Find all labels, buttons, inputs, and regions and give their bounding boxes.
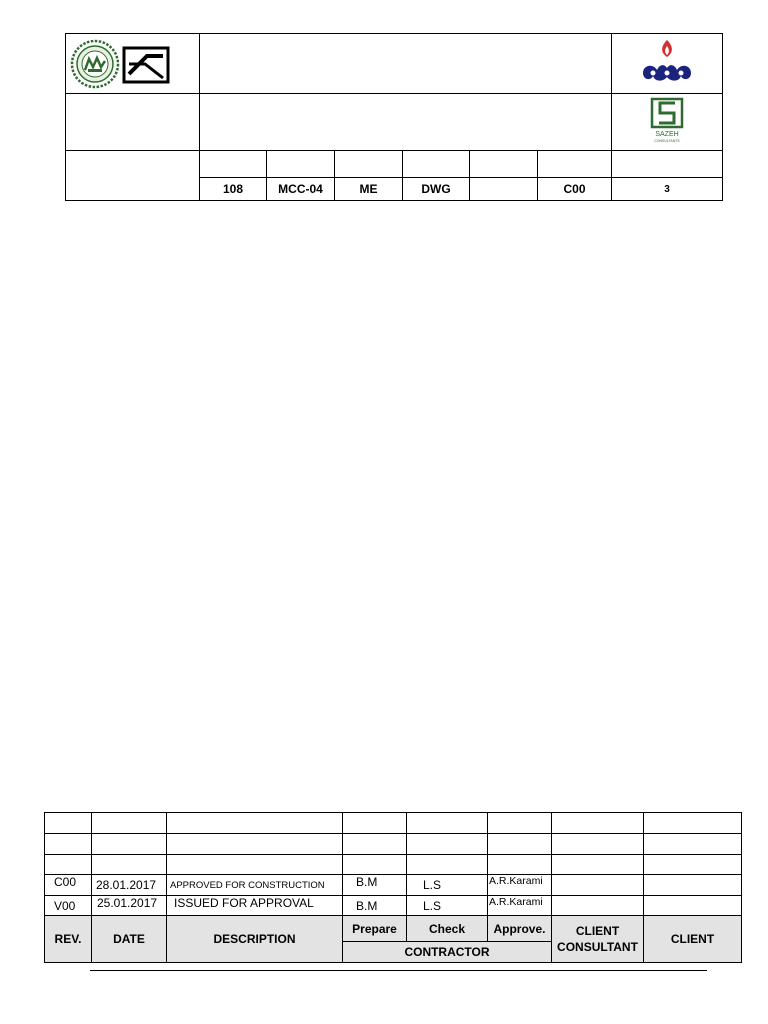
date-cell [92,813,167,834]
doc-number-project-code: 108 [200,178,267,201]
client-consultant-header: CLIENT CONSULTANT [552,916,644,963]
bottom-rule [90,970,707,971]
client-cell [644,813,742,834]
contractor-header: CONTRACTOR [343,942,552,963]
description-cell: APPROVED FOR CONSTRUCTION [167,875,343,896]
prepare-header: Prepare [343,916,407,942]
doc-number-discipline: ME [335,178,403,201]
client-consultant-cell [552,834,644,855]
page-header-cell [612,151,723,178]
client-header: CLIENT [644,916,742,963]
doc-number-area: MCC-04 [267,178,335,201]
doc-number-header-serial [470,151,538,178]
project-title-cell [200,34,612,94]
rev-cell: V00 [45,896,92,916]
table-row [45,875,742,896]
prepare-cell: B.M [343,896,407,916]
date-cell: 25.01.2017 [92,896,167,916]
client-cell [644,855,742,875]
doc-number-header-revision [538,151,612,178]
doc-number-serial [470,178,538,201]
consultant-logo-text: SAZEH [655,130,679,138]
prepare-cell [343,855,407,875]
title-block [65,33,723,201]
client-cell [644,834,742,855]
doc-number-header-type [403,151,470,178]
stylized-z-icon [124,48,168,82]
client-consultant-cell [552,813,644,834]
approve-cell [488,813,552,834]
header-row [45,916,742,942]
check-cell [407,834,488,855]
title-label-cell [66,94,200,151]
doc-number-type: DWG [403,178,470,201]
flame-emblem-icon [637,37,697,87]
doc-number-label-cell [66,151,200,201]
prepare-cell [343,813,407,834]
approve-header: Approve. [488,916,552,942]
client-logo-cell [612,34,723,94]
date-cell: 28.01.2017 [92,875,167,896]
rev-cell: C00 [45,875,92,896]
document-title-cell [200,94,612,151]
client-consultant-cell [552,896,644,916]
description-cell: ISSUED FOR APPROVAL [167,896,343,916]
description-cell [167,855,343,875]
description-header: DESCRIPTION [167,916,343,963]
circular-seal-icon [72,41,118,87]
table-row [45,896,742,916]
client-consultant-cell [552,855,644,875]
logo-cell-left [66,34,200,94]
check-cell: L.S [407,875,488,896]
check-cell [407,813,488,834]
table-row [45,813,742,834]
doc-number-header-project [200,151,267,178]
consultant-logo-cell [612,94,723,151]
doc-number-header-area [267,151,335,178]
revision-table [44,812,742,963]
prepare-cell [343,834,407,855]
description-cell [167,813,343,834]
prepare-cell: B.M [343,875,407,896]
approve-cell: A.R.Karami [488,896,552,916]
check-header: Check [407,916,488,942]
rev-header: REV. [45,916,92,963]
consultant-logo-subtext: CONSULTANTS [654,138,680,143]
approve-cell: A.R.Karami [488,875,552,896]
check-cell [407,855,488,875]
rev-cell [45,834,92,855]
client-consultant-cell [552,875,644,896]
sazeh-logo-icon [642,97,692,145]
approve-cell [488,855,552,875]
approve-cell [488,834,552,855]
client-cell [644,896,742,916]
date-cell [92,834,167,855]
client-cell [644,875,742,896]
description-cell [167,834,343,855]
table-row [45,855,742,875]
rev-cell [45,813,92,834]
company-logos [66,34,200,90]
doc-number-revision: C00 [538,178,612,201]
check-cell: L.S [407,896,488,916]
rev-cell [45,855,92,875]
date-header: DATE [92,916,167,963]
page-number: 3 [612,178,723,201]
date-cell [92,855,167,875]
table-row [45,834,742,855]
doc-number-header-discipline [335,151,403,178]
